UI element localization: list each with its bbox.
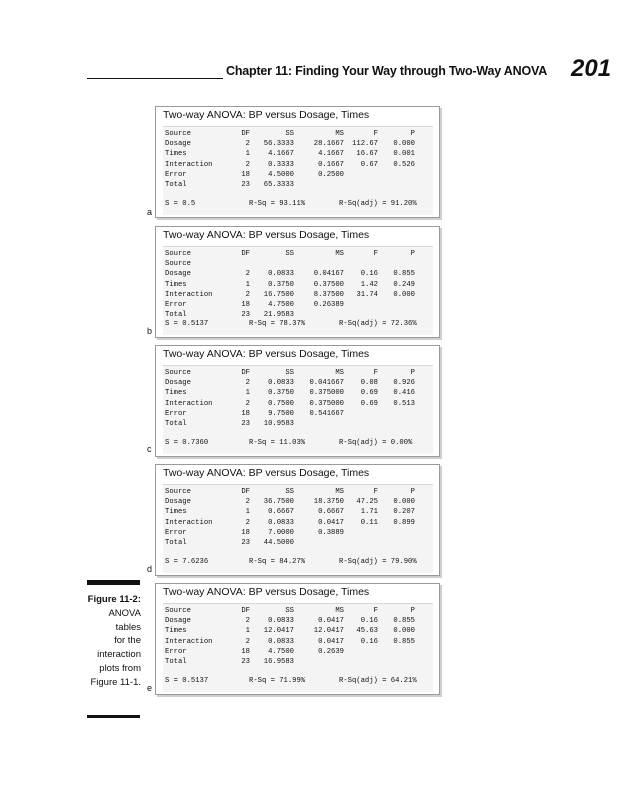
cell-ss: 56.3333 bbox=[263, 140, 294, 149]
r-sq-adj: R-Sq(adj) = 91.20% bbox=[339, 200, 417, 208]
cell-ms: 0.6667 bbox=[318, 508, 344, 517]
caption-line: plots from bbox=[99, 662, 141, 674]
cell-p bbox=[378, 538, 415, 548]
session-output bbox=[163, 484, 433, 573]
cell-ms bbox=[294, 657, 344, 667]
table-row bbox=[165, 518, 415, 528]
cell-p bbox=[378, 180, 415, 190]
cell-ms: 0.37500 bbox=[313, 280, 344, 289]
cell-ss: 0.0833 bbox=[268, 518, 294, 527]
cell-ss: 0.0833 bbox=[268, 379, 294, 388]
cell-ms: 0.0417 bbox=[318, 617, 344, 626]
cell-source: Total bbox=[165, 311, 187, 320]
cell-ms: 0.2639 bbox=[318, 647, 344, 656]
cell-f bbox=[344, 259, 378, 269]
cell-p: 0.249 bbox=[393, 280, 415, 289]
cell-df: 1 bbox=[245, 508, 250, 517]
cell-p bbox=[378, 647, 415, 657]
column-header: SS bbox=[285, 369, 294, 377]
cell-ss: 0.3750 bbox=[268, 389, 294, 398]
anova-table bbox=[165, 129, 415, 190]
column-header: SS bbox=[285, 488, 294, 496]
cell-f bbox=[344, 419, 378, 429]
cell-df: 23 bbox=[241, 420, 250, 429]
column-header: MS bbox=[335, 607, 344, 615]
cell-f: 45.63 bbox=[356, 627, 378, 636]
table-header-row bbox=[165, 129, 415, 139]
cell-f: 0.16 bbox=[360, 270, 378, 279]
caption-line: for the bbox=[114, 635, 141, 647]
page-number: 201 bbox=[571, 55, 612, 82]
cell-p: 0.926 bbox=[393, 379, 415, 388]
s-value: S = 7.6236 bbox=[165, 558, 209, 566]
cell-ms bbox=[294, 259, 344, 269]
cell-ss: 0.0833 bbox=[268, 637, 294, 646]
cell-source: Error bbox=[165, 409, 187, 418]
column-header: DF bbox=[241, 488, 250, 496]
column-header: F bbox=[373, 369, 378, 377]
table-row bbox=[165, 528, 415, 538]
cell-source: Error bbox=[165, 647, 187, 656]
panel-letter: a bbox=[147, 207, 153, 217]
cell-df: 1 bbox=[245, 627, 250, 636]
cell-df: 1 bbox=[245, 280, 250, 289]
cell-p: 0.855 bbox=[393, 637, 415, 646]
s-value: S = 0.5137 bbox=[165, 677, 209, 685]
cell-source: Total bbox=[165, 539, 187, 548]
table-header-row bbox=[165, 249, 415, 259]
cell-df: 2 bbox=[245, 637, 250, 646]
cell-ss: 0.0833 bbox=[268, 617, 294, 626]
table-row bbox=[165, 538, 415, 548]
cell-df: 2 bbox=[245, 270, 250, 279]
cell-source: Times bbox=[165, 150, 187, 159]
s-value: S = 0.5137 bbox=[165, 320, 209, 328]
cell-f: 16.67 bbox=[356, 150, 378, 159]
panel-title: Two-way ANOVA: BP versus Dosage, Times bbox=[163, 348, 370, 360]
table-row bbox=[165, 280, 415, 290]
cell-df: 2 bbox=[245, 140, 250, 149]
caption-line: Figure 11-1. bbox=[90, 676, 141, 688]
cell-f bbox=[344, 528, 378, 538]
cell-source: Dosage bbox=[165, 617, 191, 626]
r-sq: R-Sq = 71.99% bbox=[249, 677, 306, 685]
cell-source: Times bbox=[165, 389, 187, 398]
column-header: P bbox=[410, 250, 415, 258]
cell-p bbox=[378, 409, 415, 419]
cell-f: 112.67 bbox=[352, 140, 378, 149]
column-header: P bbox=[410, 607, 415, 615]
table-row bbox=[165, 637, 415, 647]
column-header: P bbox=[410, 488, 415, 496]
cell-source: Interaction bbox=[165, 160, 213, 169]
cell-ms: 0.0417 bbox=[318, 518, 344, 527]
panel-letter: d bbox=[147, 564, 153, 574]
cell-f: 1.42 bbox=[360, 280, 378, 289]
column-header: MS bbox=[335, 130, 344, 138]
table-row bbox=[165, 139, 415, 149]
column-header: SS bbox=[285, 607, 294, 615]
cell-ms: 0.1667 bbox=[318, 160, 344, 169]
table-row bbox=[165, 507, 415, 517]
cell-ss: 4.7500 bbox=[268, 647, 294, 656]
cell-ss: 44.5000 bbox=[263, 539, 294, 548]
anova-panel-b bbox=[155, 226, 440, 338]
cell-ss: 65.3333 bbox=[263, 181, 294, 190]
r-sq-adj: R-Sq(adj) = 72.36% bbox=[339, 320, 417, 328]
column-header: DF bbox=[241, 250, 250, 258]
cell-f: 1.71 bbox=[360, 508, 378, 517]
cell-p: 0.000 bbox=[393, 140, 415, 149]
session-output bbox=[163, 603, 433, 692]
r-sq-adj: R-Sq(adj) = 79.90% bbox=[339, 558, 417, 566]
table-row bbox=[165, 399, 415, 409]
column-header: MS bbox=[335, 488, 344, 496]
cell-ss: 4.5000 bbox=[268, 170, 294, 179]
caption-top-bar bbox=[87, 580, 140, 585]
cell-ss: 10.9583 bbox=[263, 420, 294, 429]
cell-df: 23 bbox=[241, 181, 250, 190]
caption-line: interaction bbox=[97, 649, 141, 661]
cell-p bbox=[378, 310, 415, 320]
cell-f: 47.25 bbox=[356, 498, 378, 507]
cell-f bbox=[344, 310, 378, 320]
cell-p bbox=[378, 300, 415, 310]
s-value: S = 0.5 bbox=[165, 200, 196, 208]
cell-ss: 0.3333 bbox=[268, 160, 294, 169]
cell-ms: 0.26389 bbox=[313, 301, 344, 310]
column-header: P bbox=[410, 130, 415, 138]
cell-df: 23 bbox=[241, 539, 250, 548]
chapter-title: Chapter 11: Finding Your Way through Two-Way ANOVA bbox=[226, 64, 548, 78]
cell-df: 2 bbox=[245, 498, 250, 507]
cell-f: 0.16 bbox=[360, 637, 378, 646]
anova-table bbox=[165, 606, 415, 667]
column-header: P bbox=[410, 369, 415, 377]
cell-p bbox=[378, 419, 415, 429]
cell-ss bbox=[250, 259, 294, 269]
cell-p: 0.001 bbox=[393, 150, 415, 159]
anova-panel-c bbox=[155, 345, 440, 457]
cell-ms: 28.1667 bbox=[313, 140, 344, 149]
cell-p: 0.855 bbox=[393, 270, 415, 279]
anova-panel-a bbox=[155, 106, 440, 218]
cell-f: 0.08 bbox=[360, 379, 378, 388]
cell-source: Error bbox=[165, 170, 187, 179]
column-header: MS bbox=[335, 250, 344, 258]
figure-label: Figure 11-2: bbox=[87, 594, 141, 605]
cell-p: 0.526 bbox=[393, 160, 415, 169]
cell-source: Source bbox=[165, 260, 191, 269]
column-header: DF bbox=[241, 369, 250, 377]
cell-f: 0.11 bbox=[360, 518, 378, 527]
anova-panel-e bbox=[155, 583, 440, 695]
anova-panel-d bbox=[155, 464, 440, 576]
figure-caption bbox=[80, 593, 141, 690]
cell-source: Total bbox=[165, 658, 187, 667]
cell-source: Dosage bbox=[165, 270, 191, 279]
cell-ss: 0.7500 bbox=[268, 399, 294, 408]
s-value: S = 0.7360 bbox=[165, 439, 209, 447]
cell-source: Total bbox=[165, 181, 187, 190]
cell-f: 0.16 bbox=[360, 617, 378, 626]
cell-source: Times bbox=[165, 508, 187, 517]
anova-table bbox=[165, 487, 415, 548]
column-header: Source bbox=[165, 369, 191, 377]
column-header: Source bbox=[165, 130, 191, 138]
cell-p bbox=[378, 528, 415, 538]
table-row bbox=[165, 259, 415, 269]
cell-ss: 4.7500 bbox=[268, 301, 294, 310]
column-header: SS bbox=[285, 250, 294, 258]
cell-df: 2 bbox=[245, 399, 250, 408]
cell-df: 1 bbox=[245, 389, 250, 398]
column-header: MS bbox=[335, 369, 344, 377]
cell-ms: 8.37500 bbox=[313, 290, 344, 299]
cell-ms: 0.04167 bbox=[313, 270, 344, 279]
table-row bbox=[165, 419, 415, 429]
table-row bbox=[165, 647, 415, 657]
cell-df: 18 bbox=[241, 647, 250, 656]
table-row bbox=[165, 409, 415, 419]
caption-bottom-bar bbox=[87, 715, 140, 718]
cell-ms: 0.3889 bbox=[318, 528, 344, 537]
cell-ms: 0.375000 bbox=[309, 399, 344, 408]
column-header: Source bbox=[165, 250, 191, 258]
cell-f: 0.67 bbox=[360, 160, 378, 169]
cell-f bbox=[344, 647, 378, 657]
session-output bbox=[163, 126, 433, 215]
cell-p: 0.207 bbox=[393, 508, 415, 517]
cell-ms: 4.1667 bbox=[318, 150, 344, 159]
cell-p bbox=[378, 657, 415, 667]
cell-ms: 18.3750 bbox=[313, 498, 344, 507]
cell-source: Interaction bbox=[165, 518, 213, 527]
column-header: DF bbox=[241, 607, 250, 615]
cell-ss: 21.9583 bbox=[263, 311, 294, 320]
table-row bbox=[165, 269, 415, 279]
r-sq-adj: R-Sq(adj) = 0.00% bbox=[339, 439, 413, 447]
panel-title: Two-way ANOVA: BP versus Dosage, Times bbox=[163, 467, 370, 479]
cell-ss: 12.0417 bbox=[263, 627, 294, 636]
column-header: SS bbox=[285, 130, 294, 138]
panel-letter: b bbox=[147, 326, 153, 336]
cell-ss: 9.7500 bbox=[268, 409, 294, 418]
caption-text bbox=[80, 607, 141, 690]
cell-source: Total bbox=[165, 420, 187, 429]
cell-p: 0.855 bbox=[393, 617, 415, 626]
cell-ss: 4.1667 bbox=[268, 150, 294, 159]
column-header: F bbox=[373, 488, 378, 496]
column-header: F bbox=[373, 250, 378, 258]
cell-ms bbox=[294, 310, 344, 320]
cell-ss: 16.7500 bbox=[263, 290, 294, 299]
r-sq: R-Sq = 78.37% bbox=[249, 320, 306, 328]
cell-ss: 0.0833 bbox=[268, 270, 294, 279]
r-sq: R-Sq = 93.11% bbox=[249, 200, 306, 208]
cell-ms: 0.041667 bbox=[309, 379, 344, 388]
caption-line: tables bbox=[115, 621, 141, 633]
cell-source: Dosage bbox=[165, 379, 191, 388]
table-row bbox=[165, 300, 415, 310]
r-sq-adj: R-Sq(adj) = 64.21% bbox=[339, 677, 417, 685]
table-row bbox=[165, 149, 415, 159]
cell-df: 2 bbox=[245, 160, 250, 169]
r-sq: R-Sq = 11.03% bbox=[249, 439, 306, 447]
cell-df: 1 bbox=[245, 150, 250, 159]
table-row bbox=[165, 310, 415, 320]
anova-table bbox=[165, 368, 415, 429]
table-row bbox=[165, 616, 415, 626]
cell-f: 0.69 bbox=[360, 389, 378, 398]
column-header: Source bbox=[165, 607, 191, 615]
column-header: F bbox=[373, 607, 378, 615]
table-header-row bbox=[165, 368, 415, 378]
table-row bbox=[165, 497, 415, 507]
panel-title: Two-way ANOVA: BP versus Dosage, Times bbox=[163, 109, 370, 121]
table-row bbox=[165, 180, 415, 190]
column-header: F bbox=[373, 130, 378, 138]
cell-f bbox=[344, 170, 378, 180]
cell-ss: 0.3750 bbox=[268, 280, 294, 289]
cell-f: 31.74 bbox=[356, 290, 378, 299]
cell-p bbox=[378, 259, 415, 269]
cell-df: 23 bbox=[241, 658, 250, 667]
cell-df: 18 bbox=[241, 528, 250, 537]
cell-p: 0.416 bbox=[393, 389, 415, 398]
cell-f: 0.69 bbox=[360, 399, 378, 408]
table-row bbox=[165, 657, 415, 667]
panel-letter: c bbox=[147, 444, 152, 454]
table-row bbox=[165, 170, 415, 180]
cell-p: 0.000 bbox=[393, 290, 415, 299]
cell-source: Interaction bbox=[165, 399, 213, 408]
cell-ms: 0.541667 bbox=[309, 409, 344, 418]
table-header-row bbox=[165, 606, 415, 616]
cell-df: 2 bbox=[245, 518, 250, 527]
cell-ss: 7.0000 bbox=[268, 528, 294, 537]
table-header-row bbox=[165, 487, 415, 497]
cell-source: Error bbox=[165, 301, 187, 310]
cell-source: Interaction bbox=[165, 290, 213, 299]
cell-ms bbox=[294, 538, 344, 548]
panel-letter: e bbox=[147, 683, 153, 693]
cell-p: 0.899 bbox=[393, 518, 415, 527]
r-sq: R-Sq = 84.27% bbox=[249, 558, 306, 566]
column-header: Source bbox=[165, 488, 191, 496]
cell-source: Times bbox=[165, 280, 187, 289]
table-row bbox=[165, 160, 415, 170]
cell-ms bbox=[294, 180, 344, 190]
cell-ms: 0.0417 bbox=[318, 637, 344, 646]
cell-f bbox=[344, 409, 378, 419]
cell-df bbox=[235, 259, 250, 269]
cell-df: 2 bbox=[245, 290, 250, 299]
cell-ss: 0.6667 bbox=[268, 508, 294, 517]
cell-ms: 0.375000 bbox=[309, 389, 344, 398]
cell-source: Dosage bbox=[165, 140, 191, 149]
table-row bbox=[165, 388, 415, 398]
cell-df: 23 bbox=[241, 311, 250, 320]
cell-source: Times bbox=[165, 627, 187, 636]
panel-title: Two-way ANOVA: BP versus Dosage, Times bbox=[163, 586, 370, 598]
cell-source: Dosage bbox=[165, 498, 191, 507]
cell-df: 18 bbox=[241, 170, 250, 179]
cell-f bbox=[344, 538, 378, 548]
table-row bbox=[165, 290, 415, 300]
session-output bbox=[163, 246, 433, 335]
table-row bbox=[165, 626, 415, 636]
cell-df: 2 bbox=[245, 617, 250, 626]
cell-f bbox=[344, 300, 378, 310]
cell-ss: 16.9583 bbox=[263, 658, 294, 667]
panel-title: Two-way ANOVA: BP versus Dosage, Times bbox=[163, 229, 370, 241]
cell-p: 0.513 bbox=[393, 399, 415, 408]
table-row bbox=[165, 378, 415, 388]
cell-df: 18 bbox=[241, 409, 250, 418]
cell-source: Interaction bbox=[165, 637, 213, 646]
column-header: DF bbox=[241, 130, 250, 138]
caption-line: ANOVA bbox=[108, 607, 141, 619]
cell-p bbox=[378, 170, 415, 180]
cell-df: 2 bbox=[245, 379, 250, 388]
cell-p: 0.000 bbox=[393, 627, 415, 636]
session-output bbox=[163, 365, 433, 454]
cell-ss: 36.7500 bbox=[263, 498, 294, 507]
header-rule bbox=[87, 78, 223, 79]
cell-source: Error bbox=[165, 528, 187, 537]
cell-f bbox=[344, 180, 378, 190]
cell-ms: 0.2500 bbox=[318, 170, 344, 179]
cell-f bbox=[344, 657, 378, 667]
cell-p: 0.000 bbox=[393, 498, 415, 507]
cell-ms: 12.0417 bbox=[313, 627, 344, 636]
cell-df: 18 bbox=[241, 301, 250, 310]
cell-ms bbox=[294, 419, 344, 429]
anova-table bbox=[165, 249, 415, 320]
